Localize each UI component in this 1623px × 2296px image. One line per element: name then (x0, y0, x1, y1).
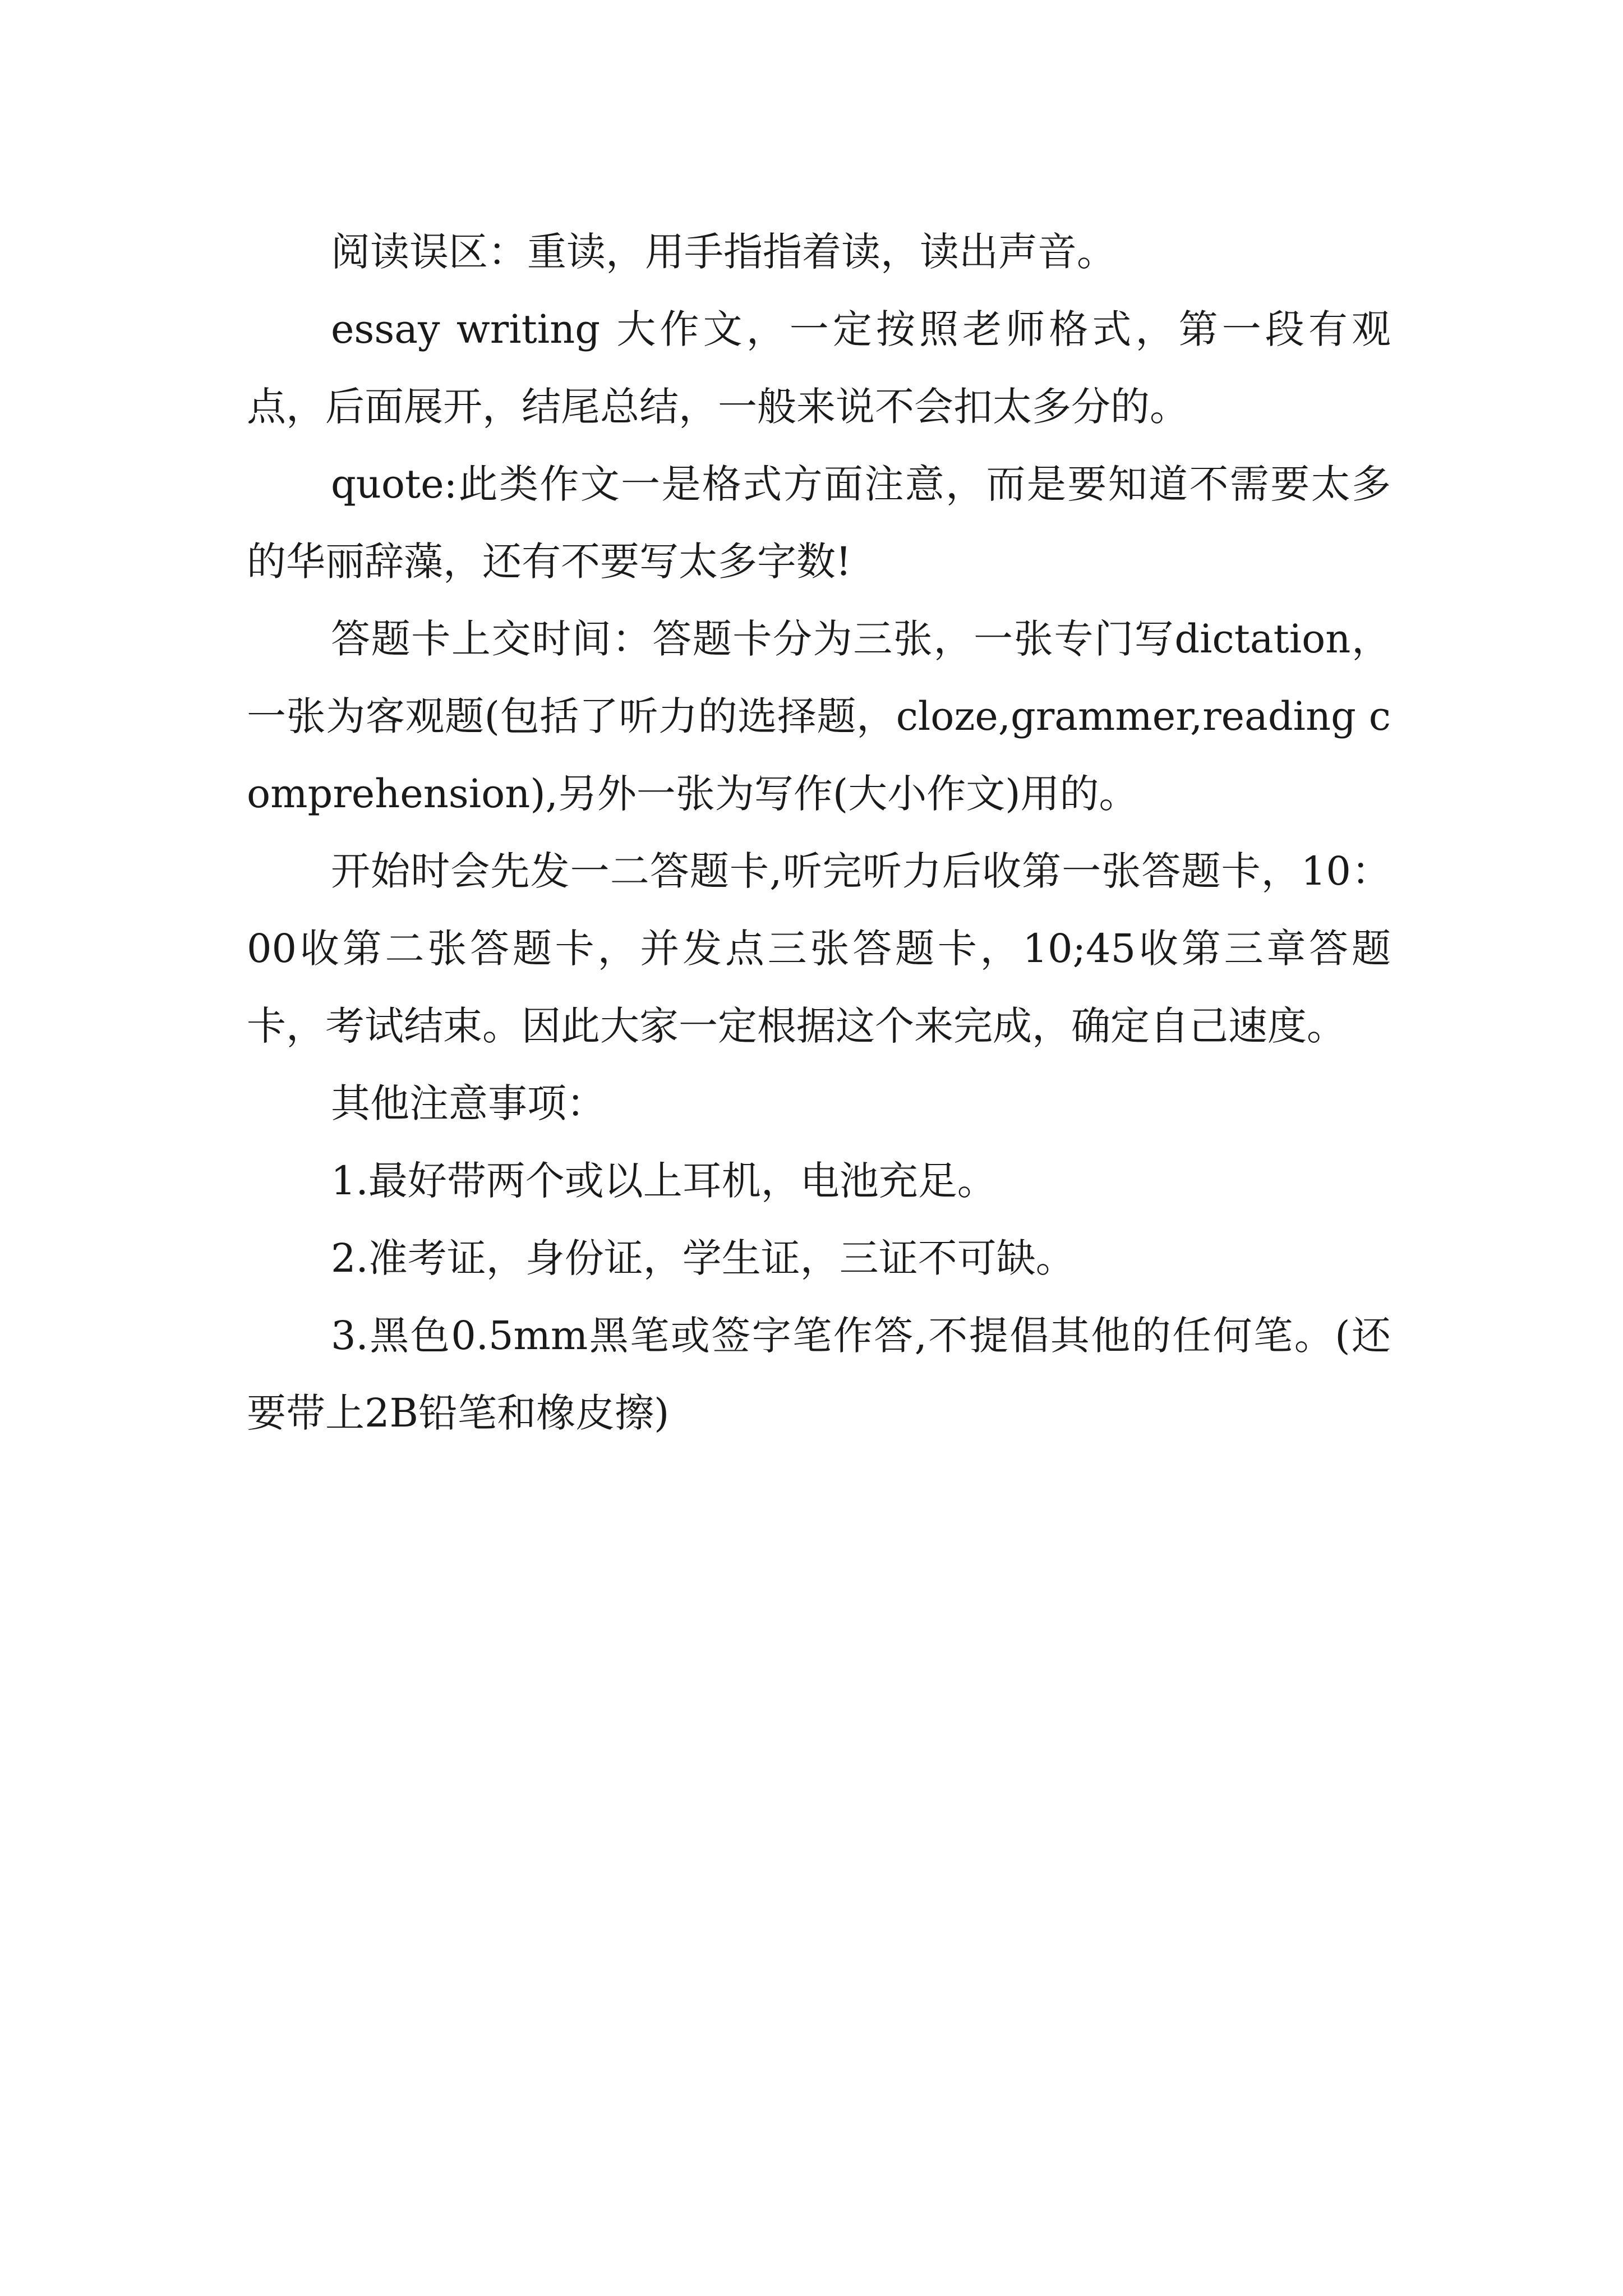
paragraph-other-notes-heading: 其他注意事项： (331, 1080, 606, 1126)
paragraph-answer-sheet-timing: 开始时会先发一二答题卡,听完听力后收第一张答题卡，10：00收第二张答题卡，并发点三张答题卡，10;45收第三章答题卡，考试结束。因此大家一定根据这个来完成，确定自己速度。 (247, 848, 1391, 1049)
list-item-id-documents: 2.准考证，身份证，学生证，三证不可缺。 (331, 1235, 1075, 1281)
list-item-pens: 3.黑色0.5mm黑笔或签字笔作答,不提倡其他的任何笔。(还要带上2B铅笔和橡皮擦) (247, 1313, 1391, 1436)
paragraph-quote: quote:此类作文一是格式方面注意，而是要知道不需要太多的华丽辞藻，还有不要写太多字数! (247, 461, 1391, 585)
paragraph-essay-writing: essay writing 大作文，一定按照老师格式，第一段有观点，后面展开，结尾总结，一般来说不会扣太多分的。 (247, 306, 1391, 430)
paragraph-reading-mistakes: 阅读误区：重读，用手指指着读，读出声音。 (331, 229, 1116, 275)
list-item-headphones: 1.最好带两个或以上耳机，电池充足。 (331, 1158, 997, 1204)
document-body (247, 213, 1391, 1452)
paragraph-answer-sheet-submission: 答题卡上交时间：答题卡分为三张，一张专门写dictation，一张为客观题(包括了听力的选择题，cloze,grammer,reading comprehension),另外一张为写作(大小作文)用的。 (247, 616, 1391, 817)
